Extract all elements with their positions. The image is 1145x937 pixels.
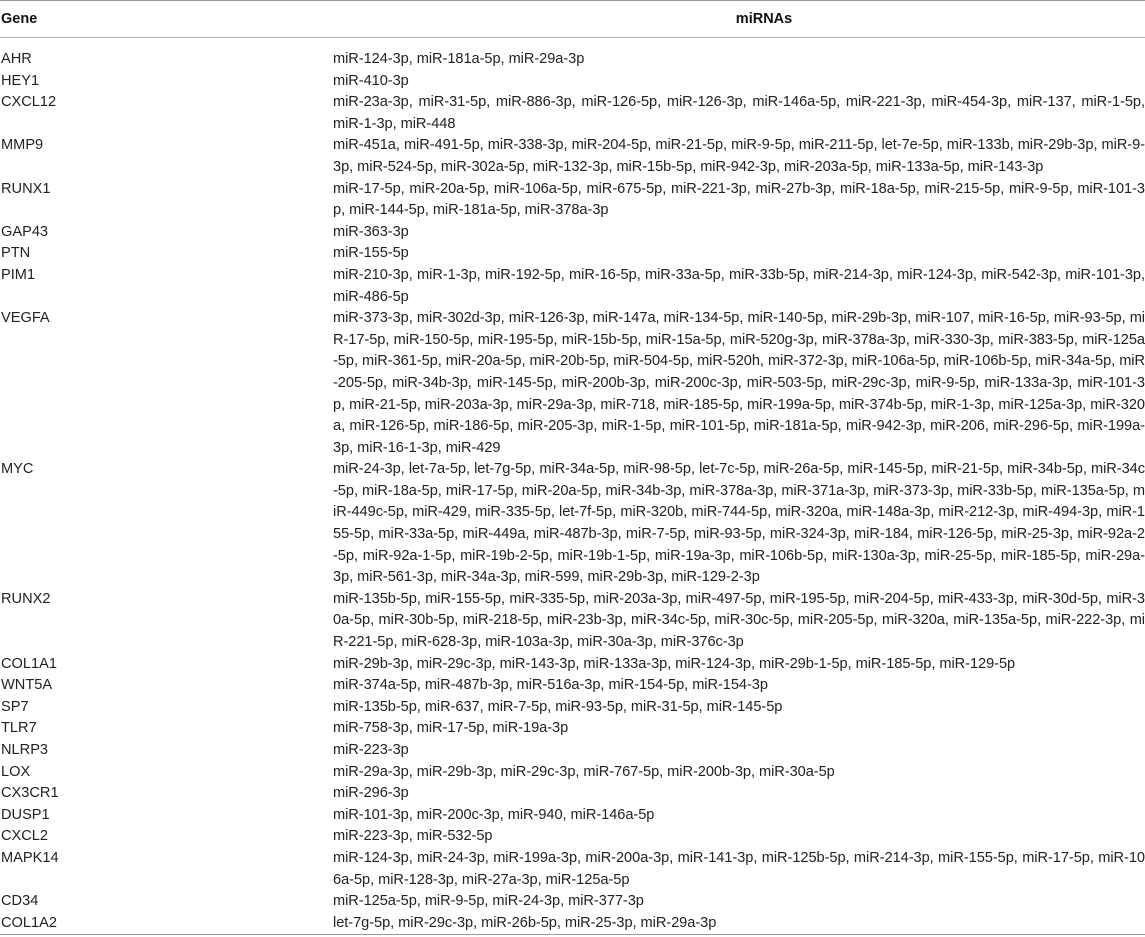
gene-cell: MAPK14 bbox=[1, 849, 59, 866]
header-gene: Gene bbox=[1, 11, 38, 27]
mirnas-cell: miR-223-3p, miR-532-5p bbox=[333, 828, 493, 845]
table-body bbox=[0, 38, 1145, 934]
mirnas-cell: miR-410-3p bbox=[333, 72, 409, 89]
mirnas-cell: miR-24-3p, let-7a-5p, let-7g-5p, miR-34a-5p, miR-98-5p, let-7c-5p, miR-26a-5p, miR-145-5p, miR-21-5p, miR-34b-5p, miR-34c-5p, miR-18a-5p, miR-17-5p, miR-20a-5p, miR-34b-3p, miR-378a-3p, miR-371a-3p, miR-373-3p, miR-33b-5p, miR-135a-5p, miR-449c-5p, miR-429, miR-335-5p, let-7f-5p, miR-320b, miR-744-5p, miR-320a, miR-148a-3p, miR-212-3p, miR-494-3p, miR-155-5p, miR-33a-5p, miR-449a, miR-487b-3p, miR-7-5p, miR-93-5p, miR-324-3p, miR-184, miR-126-5p, miR-25-3p, miR-92a-2-5p, miR-92a-1-5p, miR-19b-2-5p, miR-19b-1-5p, miR-19a-3p, miR-106b-5p, miR-130a-3p, miR-25-5p, miR-185-5p, miR-29a-3p, miR-561-3p, miR-34a-3p, miR-599, miR-29b-3p, miR-129-2-3p bbox=[333, 461, 1145, 586]
table-row bbox=[0, 135, 1145, 178]
table-row bbox=[0, 71, 1145, 93]
gene-cell: PIM1 bbox=[1, 266, 36, 283]
gene-cell: LOX bbox=[1, 763, 31, 780]
table-row bbox=[0, 179, 1145, 222]
mirnas-cell: miR-23a-3p, miR-31-5p, miR-886-3p, miR-126-5p, miR-126-3p, miR-146a-5p, miR-221-3p, miR-454-3p, miR-137, miR-1-5p, miR-1-3p, miR-448 bbox=[333, 94, 1145, 132]
table-row bbox=[0, 675, 1145, 697]
mirnas-cell: miR-101-3p, miR-200c-3p, miR-940, miR-146a-5p bbox=[333, 806, 655, 823]
gene-cell: DUSP1 bbox=[1, 806, 50, 823]
gene-cell: NLRP3 bbox=[1, 742, 49, 758]
mirnas-cell: miR-124-3p, miR-181a-5p, miR-29a-3p bbox=[333, 51, 585, 67]
mirnas-cell: miR-125a-5p, miR-9-5p, miR-24-3p, miR-377-3p bbox=[333, 893, 644, 910]
table-row bbox=[0, 265, 1145, 308]
table-row bbox=[0, 762, 1145, 784]
mirnas-cell: miR-758-3p, miR-17-5p, miR-19a-3p bbox=[333, 720, 569, 737]
table-row bbox=[0, 805, 1145, 827]
table-row bbox=[0, 697, 1145, 719]
gene-cell: CXCL12 bbox=[1, 94, 57, 111]
gene-cell: CD34 bbox=[1, 893, 39, 910]
gene-cell: MYC bbox=[1, 461, 34, 478]
table-row bbox=[0, 308, 1145, 459]
mirnas-cell: miR-29a-3p, miR-29b-3p, miR-29c-3p, miR-767-5p, miR-200b-3p, miR-30a-5p bbox=[333, 763, 835, 780]
gene-cell: RUNX1 bbox=[1, 180, 51, 197]
mirnas-cell: let-7g-5p, miR-29c-3p, miR-26b-5p, miR-25-3p, miR-29a-3p bbox=[333, 914, 717, 931]
mirnas-cell: miR-135b-5p, miR-637, miR-7-5p, miR-93-5p, miR-31-5p, miR-145-5p bbox=[333, 698, 783, 715]
table-row bbox=[0, 740, 1145, 762]
mirnas-cell: miR-223-3p bbox=[333, 742, 409, 758]
mirnas-cell: miR-124-3p, miR-24-3p, miR-199a-3p, miR-200a-3p, miR-141-3p, miR-125b-5p, miR-214-3p, miR-155-5p, miR-17-5p, miR-106a-5p, miR-128-3p, miR-27a-3p, miR-125a-5p bbox=[333, 849, 1145, 888]
table-row bbox=[0, 783, 1145, 805]
mirnas-cell: miR-155-5p bbox=[333, 245, 409, 262]
table-header bbox=[0, 0, 1145, 38]
gene-cell: WNT5A bbox=[1, 677, 53, 694]
mirnas-cell: miR-135b-5p, miR-155-5p, miR-335-5p, miR-203a-3p, miR-497-5p, miR-195-5p, miR-204-5p, miR-433-3p, miR-30d-5p, miR-30a-5p, miR-30b-5p, miR-218-5p, miR-23b-3p, miR-34c-5p, miR-30c-5p, miR-205-5p, miR-320a, miR-135a-5p, miR-222-3p, miR-221-5p, miR-628-3p, miR-103a-3p, miR-30a-3p, miR-376c-3p bbox=[333, 590, 1145, 651]
gene-cell: TLR7 bbox=[1, 720, 37, 737]
table-row bbox=[0, 92, 1145, 135]
mirnas-cell: miR-210-3p, miR-1-3p, miR-192-5p, miR-16-5p, miR-33a-5p, miR-33b-5p, miR-214-3p, miR-124-3p, miR-542-3p, miR-101-3p, miR-486-5p bbox=[333, 266, 1145, 305]
table-row bbox=[0, 913, 1145, 935]
table-row bbox=[0, 49, 1145, 71]
gene-cell: GAP43 bbox=[1, 223, 49, 240]
gene-cell: PTN bbox=[1, 245, 31, 262]
gene-cell: RUNX2 bbox=[1, 590, 51, 607]
gene-cell: SP7 bbox=[1, 698, 29, 715]
mirnas-cell: miR-296-3p bbox=[333, 785, 409, 802]
table-row bbox=[0, 848, 1145, 891]
gene-cell: COL1A1 bbox=[1, 655, 57, 672]
table-row bbox=[0, 654, 1145, 676]
mirnas-cell: miR-17-5p, miR-20a-5p, miR-106a-5p, miR-675-5p, miR-221-3p, miR-27b-3p, miR-18a-5p, miR-215-5p, miR-9-5p, miR-101-3p, miR-144-5p, miR-181a-5p, miR-378a-3p bbox=[333, 180, 1145, 219]
mirnas-cell: miR-373-3p, miR-302d-3p, miR-126-3p, miR-147a, miR-134-5p, miR-140-5p, miR-29b-3p, miR-107, miR-16-5p, miR-93-5p, miR-17-5p, miR-150-5p, miR-195-5p, miR-15b-5p, miR-15a-5p, miR-520g-3p, miR-378a-3p, miR-330-3p, miR-383-5p, miR-125a-5p, miR-361-5p, miR-20a-5p, miR-20b-5p, miR-504-5p, miR-520h, miR-372-3p, miR-106a-5p, miR-106b-5p, miR-34a-5p, miR-205-5p, miR-34b-3p, miR-145-5p, miR-200b-3p, miR-200c-3p, miR-503-5p, miR-29c-3p, miR-9-5p, miR-133a-3p, miR-101-3p, miR-21-5p, miR-203a-3p, miR-29a-3p, miR-718, miR-185-5p, miR-199a-5p, miR-374b-5p, miR-1-3p, miR-125a-3p, miR-320a, miR-126-5p, miR-186-5p, miR-205-3p, miR-1-5p, miR-101-5p, miR-181a-5p, miR-942-3p, miR-206, miR-296-5p, miR-199a-3p, miR-16-1-3p, miR-429 bbox=[333, 310, 1145, 456]
mirnas-cell: miR-363-3p bbox=[333, 223, 409, 240]
table-bottom-rule bbox=[0, 934, 1145, 935]
gene-cell: MMP9 bbox=[1, 137, 44, 154]
gene-cell: AHR bbox=[1, 51, 32, 67]
gene-cell: HEY1 bbox=[1, 72, 40, 89]
gene-cell: COL1A2 bbox=[1, 914, 57, 931]
table-row bbox=[0, 826, 1145, 848]
table-row bbox=[0, 459, 1145, 589]
table-row bbox=[0, 891, 1145, 913]
gene-cell: VEGFA bbox=[1, 310, 50, 327]
table-row bbox=[0, 222, 1145, 244]
gene-cell: CX3CR1 bbox=[1, 785, 59, 802]
table-row bbox=[0, 718, 1145, 740]
gene-cell: CXCL2 bbox=[1, 828, 49, 845]
table-row bbox=[0, 243, 1145, 265]
header-mirnas: miRNAs bbox=[735, 11, 793, 27]
mirnas-cell: miR-451a, miR-491-5p, miR-338-3p, miR-204-5p, miR-21-5p, miR-9-5p, miR-211-5p, let-7e-5p, miR-133b, miR-29b-3p, miR-9-3p, miR-524-5p, miR-302a-5p, miR-132-3p, miR-15b-5p, miR-942-3p, miR-203a-5p, miR-133a-5p, miR-143-3p bbox=[333, 137, 1145, 175]
mirnas-cell: miR-374a-5p, miR-487b-3p, miR-516a-3p, miR-154-5p, miR-154-3p bbox=[333, 677, 768, 694]
mirnas-cell: miR-29b-3p, miR-29c-3p, miR-143-3p, miR-133a-3p, miR-124-3p, miR-29b-1-5p, miR-185-5p, miR-129-5p bbox=[333, 655, 1016, 672]
table-row bbox=[0, 589, 1145, 654]
